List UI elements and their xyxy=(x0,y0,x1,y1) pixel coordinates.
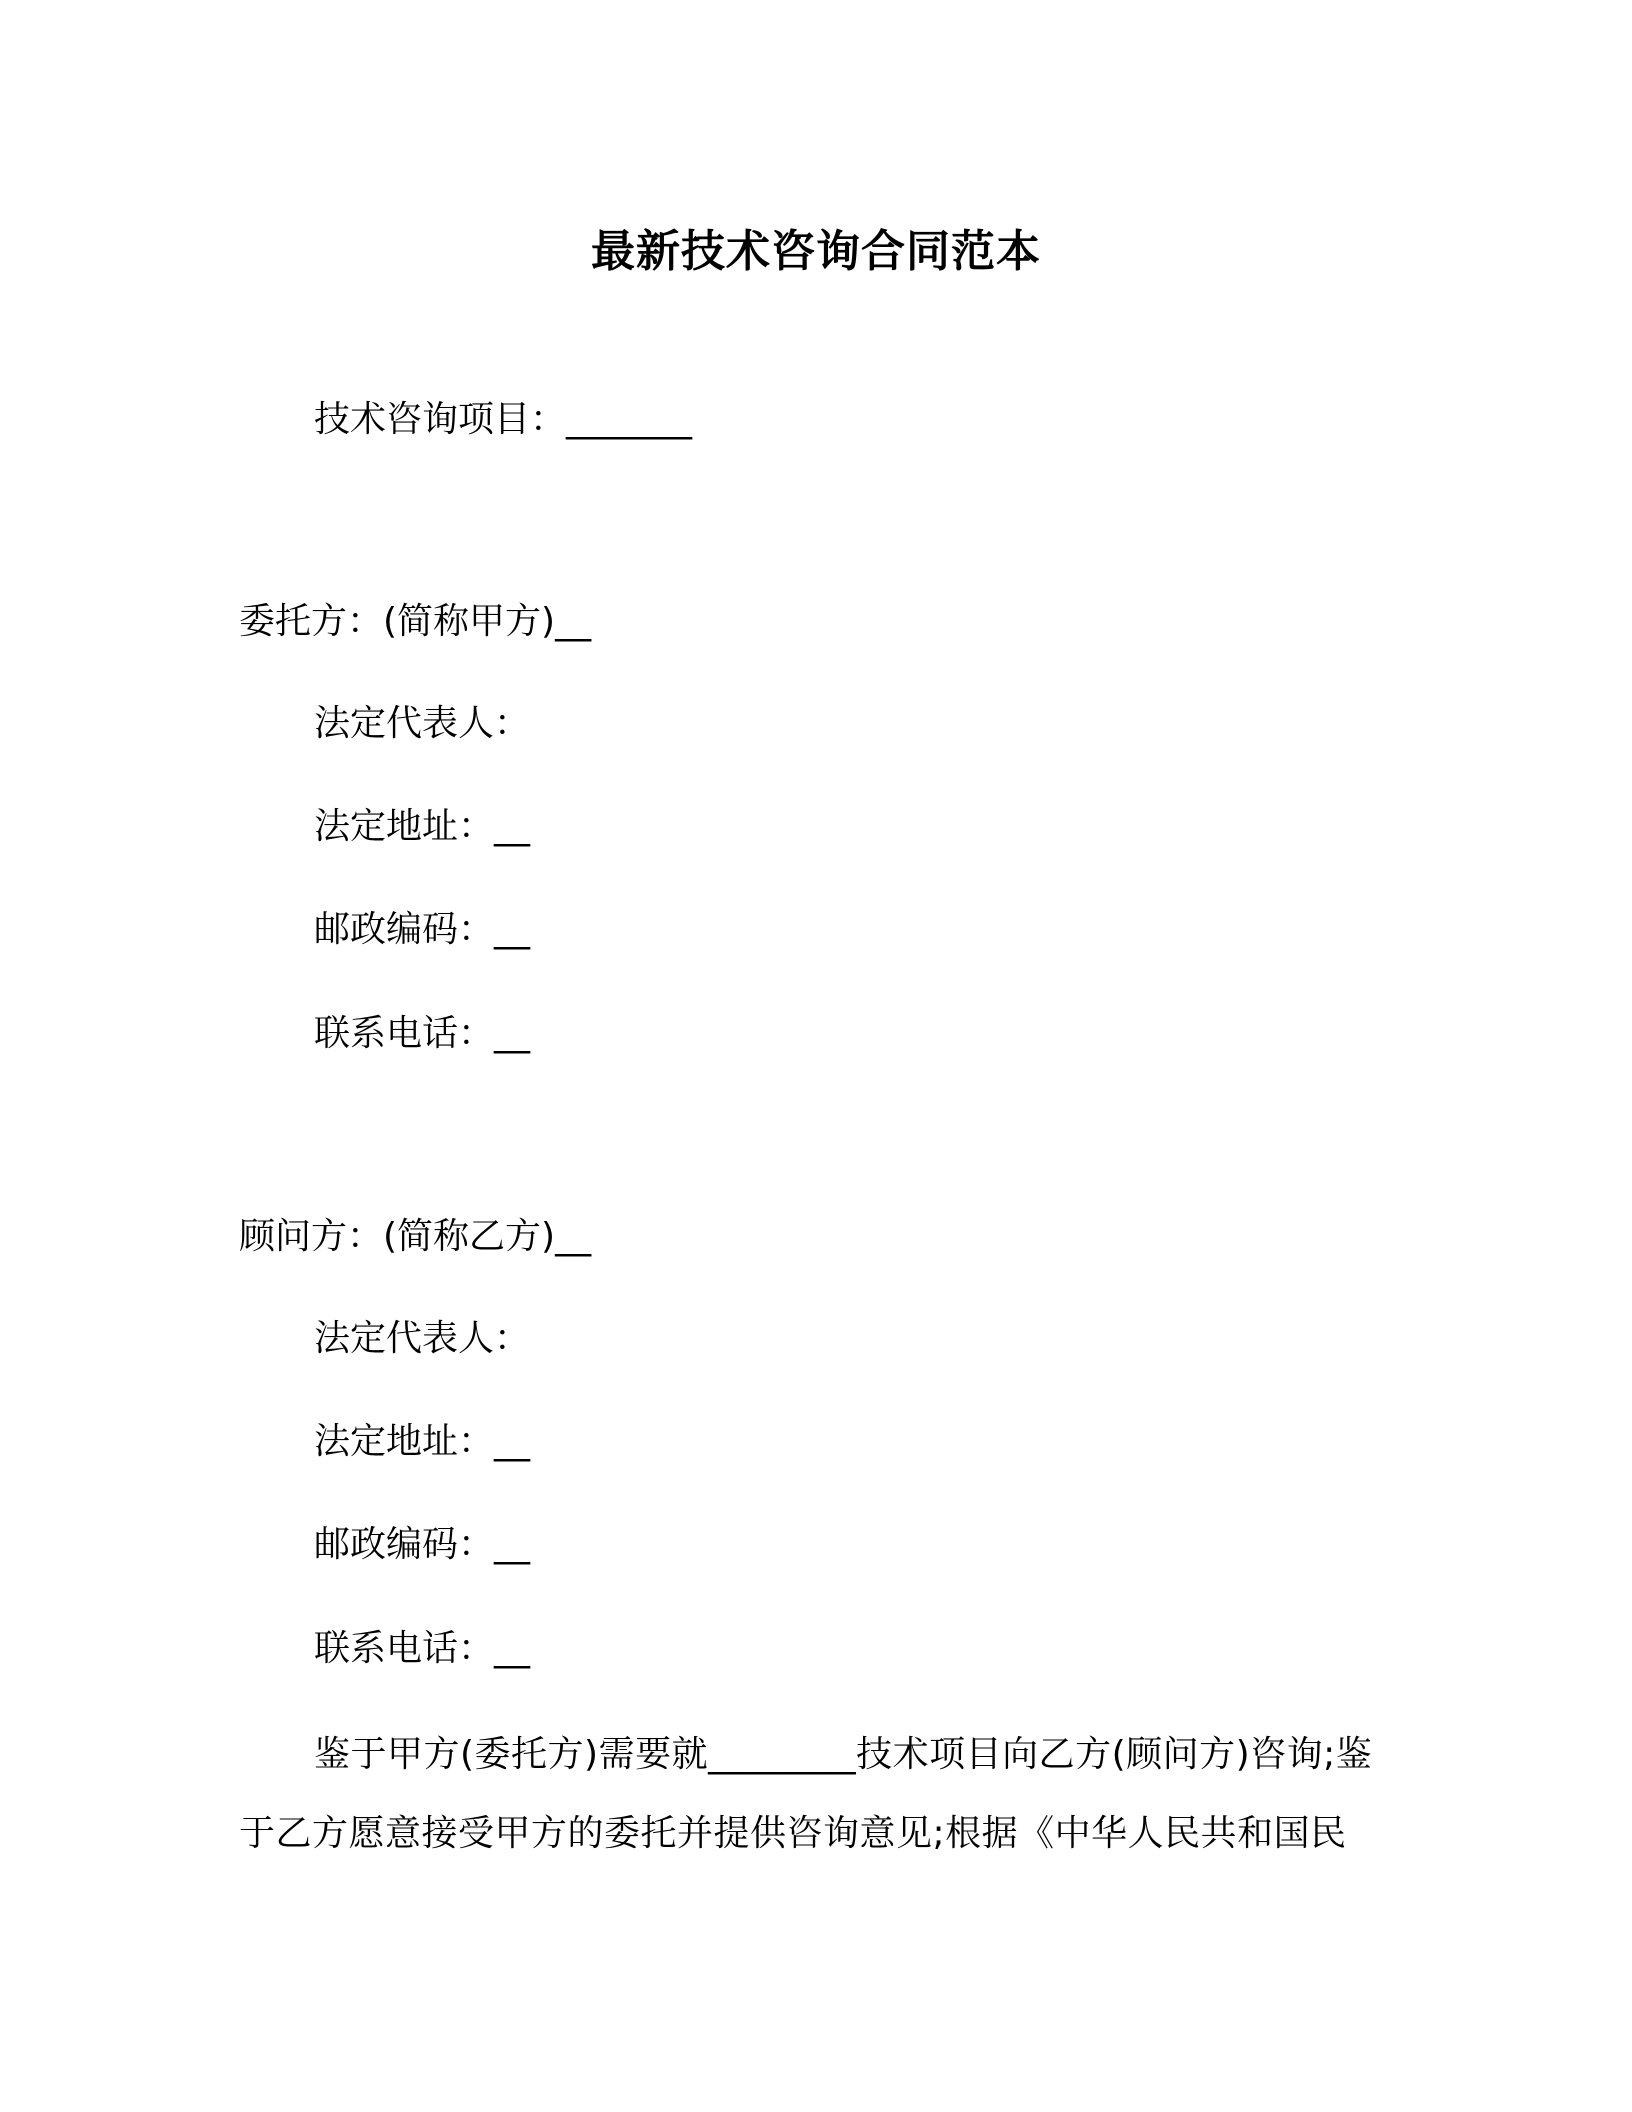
consultant-phone: 联系电话：__ xyxy=(314,1628,531,1669)
document-title: 最新技术咨询合同范本 xyxy=(591,226,1041,277)
consultant-legal-address: 法定地址：__ xyxy=(314,1421,531,1462)
client-legal-rep: 法定代表人： xyxy=(314,703,531,744)
consultant-header: 顾问方：(简称乙方)__ xyxy=(239,1216,592,1257)
client-legal-address: 法定地址：__ xyxy=(314,806,531,847)
consultant-postal-code: 邮政编码：__ xyxy=(314,1524,531,1565)
consultant-legal-rep: 法定代表人： xyxy=(314,1318,531,1359)
client-phone: 联系电话：__ xyxy=(314,1013,531,1054)
client-header: 委托方：(简称甲方)__ xyxy=(239,601,592,642)
preamble-paragraph: 鉴于甲方(委托方)需要就________技术项目向乙方(顾问方)咨询;鉴于乙方愿意接受甲方的委托并提供咨询意见;根据《中华人民共和国民 xyxy=(239,1734,1373,1854)
client-postal-code: 邮政编码：__ xyxy=(314,909,531,950)
project-line: 技术咨询项目：_______ xyxy=(314,399,693,440)
